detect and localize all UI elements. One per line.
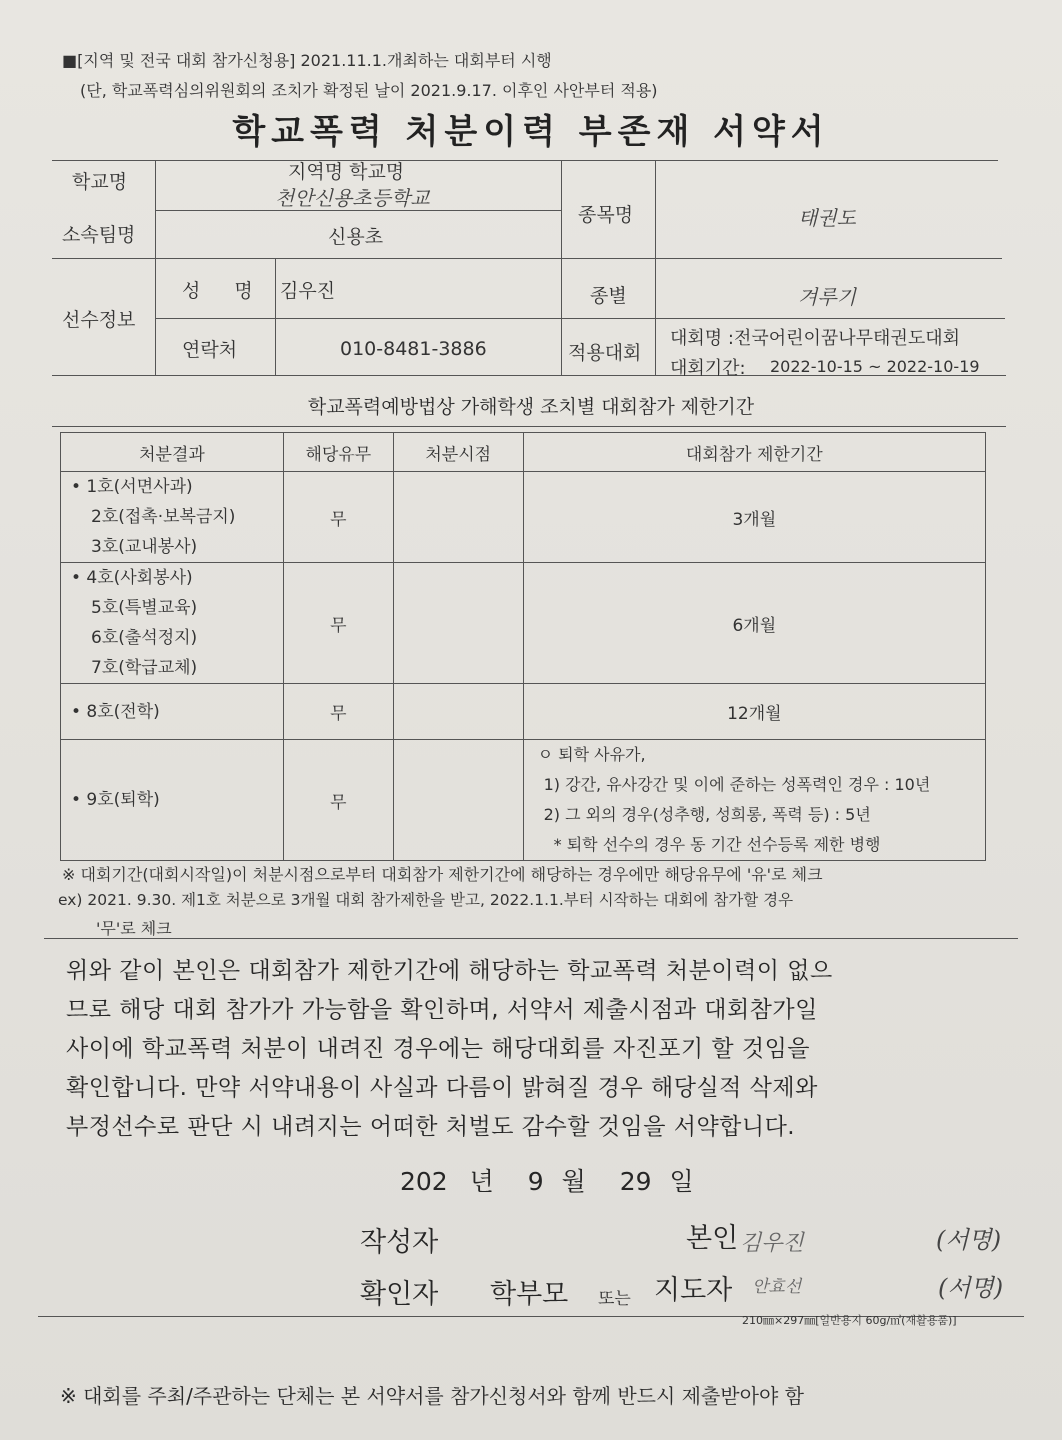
sport-value: 태권도 (798, 206, 856, 230)
school-label: 학교명 (72, 171, 128, 193)
note-1: ※ 대회기간(대회시작일)이 처분시점으로부터 대회참가 제한기간에 해당하는 경우에만 해당유무에 '유'로 체크 (62, 865, 823, 884)
note-3: '무'로 체크 (96, 919, 172, 938)
notice-line-2: (단, 학교폭력심의위원회의 조치가 확정된 날이 2021.9.17. 이후인 사안부터 적용) (80, 81, 658, 100)
limit-cell: 3개월 (523, 472, 985, 563)
header-applicable: 해당유무 (283, 433, 393, 472)
player-info-label: 선수정보 (62, 309, 136, 331)
date-month-unit: 월 (561, 1167, 586, 1196)
table-row (61, 472, 986, 563)
info-top-border (52, 160, 998, 161)
paper-spec: 210㎜×297㎜[일반용지 60g/㎡(재활용품)] (742, 1314, 957, 1327)
school-value: 천안신용초등학교 (275, 186, 430, 210)
penalty-table (60, 432, 986, 861)
result-item: 3호(교내봉사) (91, 537, 198, 557)
document-title: 학교폭력 처분이력 부존재 서약서 (232, 112, 830, 152)
result-item: 5호(특별교육) (91, 598, 198, 618)
result-item: • 4호(사회봉사) (71, 568, 193, 588)
header-limit: 대회참가 제한기간 (523, 433, 985, 472)
limit-cell: 12개월 (523, 684, 985, 740)
event-period: 2022-10-15 ~ 2022-10-19 (770, 357, 980, 376)
team-label: 소속팀명 (62, 224, 136, 246)
date-year-unit: 년 (469, 1167, 494, 1196)
applicable-cell: 무 (283, 740, 393, 861)
name-label: 성 명 (182, 280, 267, 302)
limit-line: 1) 강간, 유사강간 및 이에 준하는 성폭력인 경우 : 10년 (543, 775, 931, 794)
limit-line: ㅇ 퇴학 사유가, (537, 745, 646, 764)
date-day: 29 (619, 1167, 652, 1196)
pledge-line: 사이에 학교폭력 처분이 내려진 경우에는 해당대회를 자진포기 할 것임을 (66, 1036, 811, 1062)
coach-signature: 안효선 (752, 1277, 802, 1297)
player-sub-divider (275, 258, 276, 376)
team-value: 신용초 (328, 226, 384, 248)
applicable-cell: 무 (283, 563, 393, 684)
date-cell (393, 740, 523, 861)
category-label: 종별 (590, 285, 627, 307)
result-item: • 9호(퇴학) (71, 790, 160, 810)
mid-column-divider (561, 160, 562, 376)
coach-label: 지도자 (654, 1275, 733, 1306)
applicable-cell: 무 (283, 684, 393, 740)
date-cell (393, 472, 523, 563)
result-item: • 8호(전학) (71, 701, 160, 722)
date-year: 202 (400, 1167, 448, 1196)
right-label-divider (655, 160, 656, 376)
subtitle-underline (52, 426, 1006, 427)
notice-line-1: ■[지역 및 전국 대회 참가신청용] 2021.11.1.개최하는 대회부터 시행 (62, 51, 552, 70)
date-month: 9 (527, 1167, 544, 1196)
category-value: 겨루기 (798, 285, 856, 309)
pledge-line: 므로 해당 대회 참가가 가능함을 확인하며, 서약서 제출시점과 대회참가일 (66, 997, 818, 1023)
sign-placeholder-2: (서명) (938, 1274, 1004, 1302)
result-item: 6호(출석정지) (91, 628, 198, 648)
table-row (61, 740, 986, 861)
result-cell (61, 563, 284, 684)
applicable-cell: 무 (283, 472, 393, 563)
result-cell (61, 472, 284, 563)
table-row (61, 684, 986, 740)
parent-label: 학부모 (490, 1279, 569, 1310)
event-period-label: 대회기간: (670, 358, 746, 379)
note-2: ex) 2021. 9.30. 제1호 처분으로 3개월 대회 참가제한을 받고, 2022.1.1.부터 시작하는 대회에 참가할 경우 (58, 891, 794, 909)
school-top-label: 지역명 학교명 (288, 161, 405, 183)
pledge-line: 위와 같이 본인은 대회참가 제한기간에 해당하는 학교폭력 처분이력이 없으 (66, 958, 833, 984)
header-date: 처분시점 (393, 433, 523, 472)
self-signature: 김우진 (740, 1231, 804, 1256)
label-column-divider (155, 160, 156, 376)
confirmer-label: 확인자 (360, 1279, 439, 1310)
result-item: • 1호(서면사과) (71, 477, 193, 497)
result-cell (61, 740, 284, 861)
date-cell (393, 684, 523, 740)
header-result: 처분결과 (61, 433, 284, 472)
pledge-line: 확인합니다. 만약 서약내용이 사실과 다름이 밝혀질 경우 해당실적 삭제와 (66, 1075, 818, 1101)
sign-placeholder-1: (서명) (936, 1226, 1002, 1254)
pledge-text (66, 952, 833, 1147)
name-value: 김우진 (280, 280, 336, 302)
table-row (61, 563, 986, 684)
limit-cell: 6개월 (523, 563, 985, 684)
footer-note: ※ 대회를 주최/주관하는 단체는 본 서약서를 참가신청서와 함께 반드시 제출받아야 함 (60, 1384, 804, 1408)
signing-date (400, 1162, 694, 1198)
pledge-line: 부정선수로 판단 시 내려지는 어떠한 처벌도 감수할 것임을 서약합니다. (66, 1114, 796, 1140)
limit-line: * 퇴학 선수의 경우 동 기간 선수등록 제한 병행 (553, 835, 881, 854)
date-cell (393, 563, 523, 684)
info-divider-1 (52, 258, 1002, 259)
result-item: 2호(접촉·보복금지) (91, 507, 236, 527)
event-name: 대회명 :전국어린이꿈나무태권도대회 (670, 328, 960, 349)
or-label: 또는 (598, 1289, 631, 1309)
event-label: 적용대회 (568, 342, 642, 364)
result-item: 7호(학급교체) (91, 658, 198, 678)
sport-label: 종목명 (578, 204, 634, 226)
table-header-row (61, 433, 986, 472)
limit-cell (523, 740, 985, 861)
section-subtitle: 학교폭력예방법상 가해학생 조치별 대회참가 제한기간 (307, 396, 755, 418)
writer-label: 작성자 (360, 1227, 439, 1258)
date-day-unit: 일 (669, 1167, 694, 1196)
contact-label: 연락처 (182, 339, 238, 361)
contact-value: 010-8481-3886 (340, 338, 487, 360)
result-cell (61, 684, 284, 740)
limit-line: 2) 그 외의 경우(성추행, 성희롱, 폭력 등) : 5년 (543, 805, 871, 824)
notes-divider (44, 938, 1018, 939)
player-row-divider (155, 318, 1005, 319)
self-label: 본인 (686, 1223, 739, 1254)
